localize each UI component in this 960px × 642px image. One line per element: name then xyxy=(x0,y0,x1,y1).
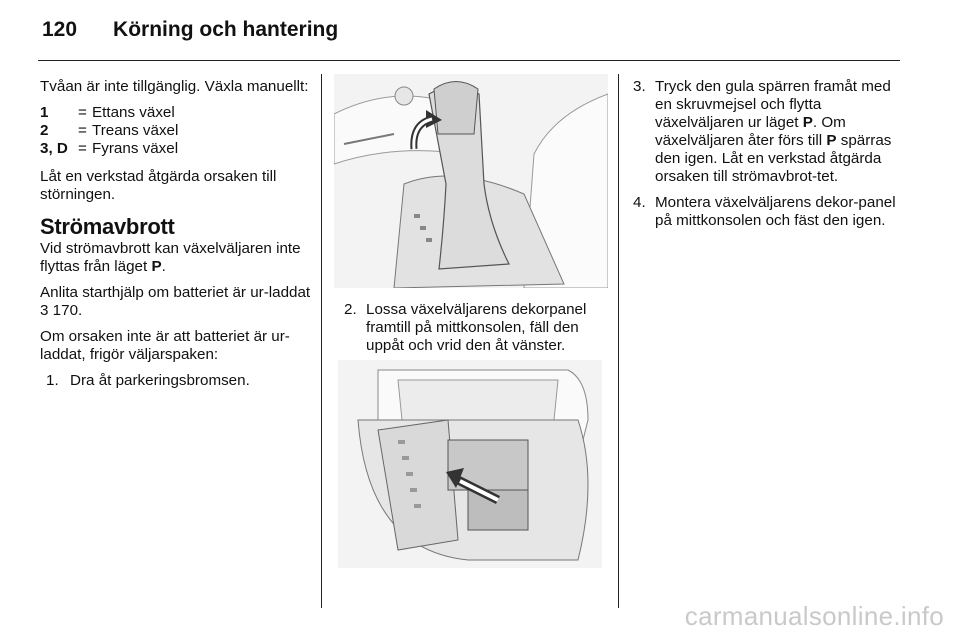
page-number: 120 xyxy=(42,18,78,41)
gear-lever-illustration xyxy=(334,74,608,288)
column-left xyxy=(40,78,312,390)
column-divider xyxy=(618,74,619,608)
page-header xyxy=(42,18,338,42)
page-title: Körning och hantering xyxy=(113,18,339,41)
paragraph-1: Vid strömavbrott kan växelväljaren inte flyttas från läget P. xyxy=(40,240,301,275)
gear-value: Ettans växel xyxy=(92,104,175,121)
fault-text: Låt en verkstad åtgärda orsaken till störningen. xyxy=(40,168,277,203)
step-4: 4. Montera växelväljarens dekor-panel på mittkonsolen och fäst den igen. xyxy=(633,194,896,229)
step-1: 1. Dra åt parkeringsbromsen. xyxy=(46,372,250,389)
column-middle xyxy=(334,74,608,288)
watermark: carmanualsonline.info xyxy=(684,601,944,631)
column-right xyxy=(633,78,905,230)
gear-eq: = xyxy=(78,122,87,139)
section-heading: Strömavbrott xyxy=(40,214,175,239)
paragraph-3: Om orsaken inte är att batteriet är ur-laddat, frigör väljarspaken: xyxy=(40,328,290,363)
console-panel-illustration xyxy=(338,360,602,568)
step-3: 3. Tryck den gula spärren framåt med en skruvmejsel och flytta växelväljaren ur läget P. Om växelväljaren åter förs till P spärras den igen. Låt en verkstad åtgärda orsaken till strömavbrot-tet. xyxy=(633,78,892,185)
gear-eq: = xyxy=(78,140,87,157)
gear-value: Fyrans växel xyxy=(92,140,179,157)
gear-key: 2 xyxy=(40,122,49,139)
gear-value: Treans växel xyxy=(92,122,179,139)
page-ref-icon: 3 xyxy=(40,302,49,319)
gear-key: 3, D xyxy=(40,140,68,157)
gear-list xyxy=(40,104,312,158)
intro-text: Tvåan är inte tillgänglig. Växla manuellt: xyxy=(40,78,309,95)
step-2: 2. Lossa växelväljarens dekorpanel framtill på mittkonsolen, fäll den uppåt och vrid den åt vänster. xyxy=(344,301,587,354)
gear-key: 1 xyxy=(40,104,49,121)
column-divider xyxy=(321,74,322,608)
paragraph-2: Anlita starthjälp om batteriet är ur-laddat 3 170. xyxy=(40,284,311,319)
gear-eq: = xyxy=(78,104,87,121)
header-rule xyxy=(38,60,900,61)
